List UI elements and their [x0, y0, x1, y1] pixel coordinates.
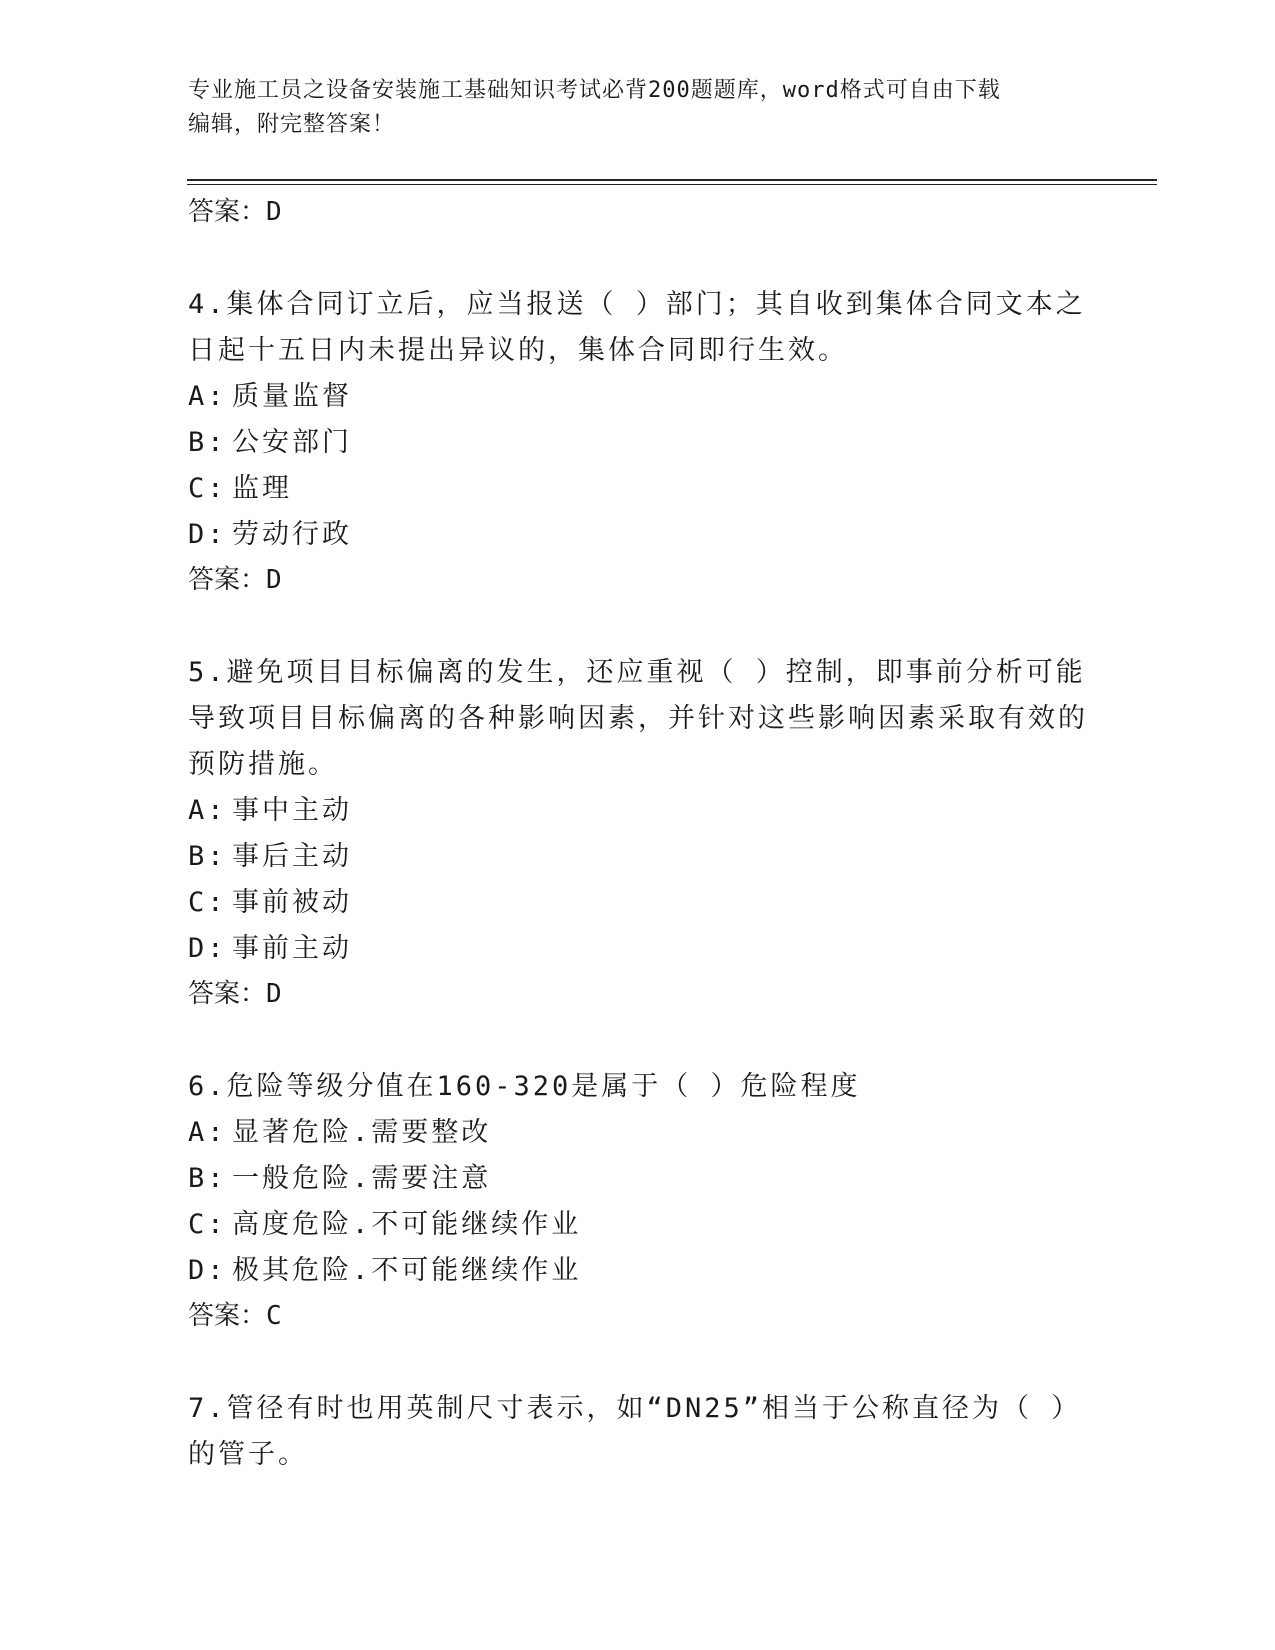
option-text: 劳动行政: [232, 519, 352, 550]
option-letter: D:: [188, 519, 227, 550]
option-d: [188, 926, 1088, 972]
question-4: [188, 282, 1088, 602]
option-text: 事中主动: [232, 795, 352, 826]
header-rule-thin: [187, 184, 1157, 185]
header-line-2: 编辑，附完整答案！: [188, 112, 396, 137]
option-c: [188, 1202, 1088, 1248]
answer-label: 答案：: [188, 565, 267, 595]
answer-label: 答案：: [188, 1301, 267, 1331]
option-text: 监理: [232, 473, 292, 504]
document-header: [188, 74, 1088, 142]
option-letter: C:: [188, 1209, 227, 1240]
option-text: 显著危险.需要整改: [232, 1117, 492, 1148]
header-line-1: 专业施工员之设备安装施工基础知识考试必背200题题库，word格式可自由下载: [188, 78, 1001, 103]
question-text: 4.集体合同订立后，应当报送（ ）部门；其自收到集体合同文本之日起十五日内未提出异议的，集体合同即行生效。: [188, 289, 1086, 366]
option-b: [188, 420, 1088, 466]
option-a: [188, 374, 1088, 420]
question-7: [188, 1386, 1088, 1478]
question-text: 5.避免项目目标偏离的发生，还应重视（ ）控制，即事前分析可能导致项目目标偏离的各种影响因素，并针对这些影响因素采取有效的预防措施。: [188, 657, 1088, 780]
question-text: 6.危险等级分值在160-320是属于（ ）危险程度: [188, 1071, 861, 1102]
option-letter: A:: [188, 795, 227, 826]
option-text: 公安部门: [232, 427, 352, 458]
option-letter: A:: [188, 1117, 227, 1148]
answer-line: [188, 972, 1088, 1016]
option-a: [188, 788, 1088, 834]
option-letter: A:: [188, 381, 227, 412]
option-letter: B:: [188, 841, 227, 872]
option-c: [188, 466, 1088, 512]
answer-label: 答案：: [188, 197, 267, 227]
question-text: 7.管径有时也用英制尺寸表示，如“DN25”相当于公称直径为（ ）的管子。: [188, 1393, 1082, 1470]
option-letter: C:: [188, 473, 227, 504]
answer-line: [188, 558, 1088, 602]
answer-value: D: [266, 197, 282, 227]
header-rule-thick: [187, 179, 1157, 181]
option-d: [188, 1248, 1088, 1294]
option-text: 事后主动: [232, 841, 352, 872]
option-a: [188, 1110, 1088, 1156]
answer-value: D: [266, 565, 282, 595]
option-letter: D:: [188, 933, 227, 964]
option-c: [188, 880, 1088, 926]
answer-line: [188, 1294, 1088, 1338]
document-body: [188, 190, 1088, 1478]
option-text: 极其危险.不可能继续作业: [232, 1255, 582, 1286]
question-6: [188, 1064, 1088, 1338]
option-b: [188, 1156, 1088, 1202]
option-d: [188, 512, 1088, 558]
option-letter: D:: [188, 1255, 227, 1286]
option-text: 事前被动: [232, 887, 352, 918]
option-letter: C:: [188, 887, 227, 918]
option-letter: B:: [188, 1163, 227, 1194]
answer-line: [188, 190, 1088, 234]
option-text: 高度危险.不可能继续作业: [232, 1209, 582, 1240]
option-b: [188, 834, 1088, 880]
question-5: [188, 650, 1088, 1016]
option-text: 一般危险.需要注意: [232, 1163, 492, 1194]
option-text: 质量监督: [232, 381, 352, 412]
answer-label: 答案：: [188, 979, 267, 1009]
option-letter: B:: [188, 427, 227, 458]
answer-value: C: [266, 1301, 282, 1331]
answer-value: D: [266, 979, 282, 1009]
option-text: 事前主动: [232, 933, 352, 964]
